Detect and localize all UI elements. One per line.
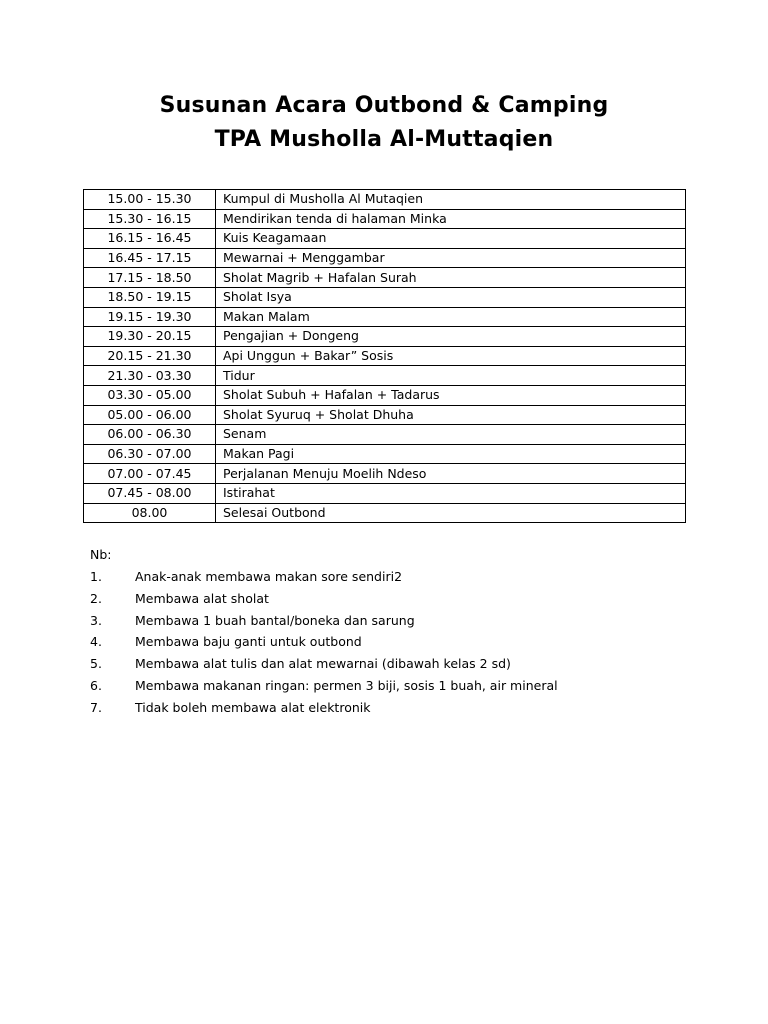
document-title: Susunan Acara Outbond & Camping [159,93,609,118]
activity-cell: Senam [216,425,686,445]
table-row [84,366,686,386]
table-row [84,248,686,268]
activity-cell: Mendirikan tenda di halaman Minka [216,209,686,229]
time-cell: 15.30 - 16.15 [84,209,216,229]
table-row [84,268,686,288]
time-cell: 20.15 - 21.30 [84,346,216,366]
activity-cell: Pengajian + Dongeng [216,327,686,347]
activity-cell: Kuis Keagamaan [216,229,686,249]
table-row [84,307,686,327]
time-cell: 16.15 - 16.45 [84,229,216,249]
list-item-text: Membawa makanan ringan: permen 3 biji, sosis 1 buah, air mineral [135,677,558,693]
list-item [90,611,415,633]
activity-cell: Mewarnai + Menggambar [216,248,686,268]
list-item-text: Tidak boleh membawa alat elektronik [135,699,371,715]
list-item [90,632,362,654]
table-row [84,405,686,425]
time-cell: 21.30 - 03.30 [84,366,216,386]
table-row [84,385,686,405]
table-row [84,483,686,503]
table-row [84,464,686,484]
table-row [84,287,686,307]
list-item-text: Anak-anak membawa makan sore sendiri2 [135,569,403,584]
time-cell: 05.00 - 06.00 [84,405,216,425]
list-item-text: Membawa baju ganti untuk outbond [135,634,362,650]
activity-cell: Selesai Outbond [216,503,686,523]
schedule-table [83,189,686,523]
list-item-text: Membawa alat tulis dan alat mewarnai (dibawah kelas 2 sd) [135,656,511,672]
activity-cell: Api Unggun + Bakar” Sosis [216,346,686,366]
activity-cell: Sholat Syuruq + Sholat Dhuha [216,405,686,425]
table-row [84,425,686,445]
notes-label: Nb: [90,547,112,562]
activity-cell: Kumpul di Musholla Al Mutaqien [216,190,686,210]
list-item-text: Membawa 1 buah bantal/boneka dan sarung [135,612,415,628]
activity-cell: Perjalanan Menuju Moelih Ndeso [216,464,686,484]
table-row [84,209,686,229]
activity-cell: Makan Malam [216,307,686,327]
activity-cell: Sholat Subuh + Hafalan + Tadarus [216,385,686,405]
table-row [84,190,686,210]
list-item-number: 7. [90,699,102,715]
time-cell: 15.00 - 15.30 [84,190,216,210]
list-item [90,698,371,720]
time-cell: 07.45 - 08.00 [84,483,216,503]
time-cell: 16.45 - 17.15 [84,248,216,268]
activity-cell: Tidur [216,366,686,386]
list-item-number: 2. [90,590,102,606]
activity-cell: Makan Pagi [216,444,686,464]
table-row [84,327,686,347]
time-cell: 19.30 - 20.15 [84,327,216,347]
notes-section [90,545,558,720]
time-cell: 17.15 - 18.50 [84,268,216,288]
time-cell: 06.30 - 07.00 [84,444,216,464]
list-item-number: 4. [90,634,102,650]
list-item [90,567,403,589]
document-subtitle: TPA Musholla Al-Muttaqien [214,127,554,152]
time-cell: 03.30 - 05.00 [84,385,216,405]
time-cell: 18.50 - 19.15 [84,287,216,307]
list-item-number: 5. [90,656,102,672]
list-item [90,589,269,611]
list-item-number: 3. [90,612,102,628]
activity-cell: Sholat Magrib + Hafalan Surah [216,268,686,288]
time-cell: 06.00 - 06.30 [84,425,216,445]
list-item [90,654,511,676]
list-item-number: 6. [90,677,102,693]
time-cell: 19.15 - 19.30 [84,307,216,327]
table-row [84,503,686,523]
time-cell: 08.00 [84,503,216,523]
activity-cell: Istirahat [216,483,686,503]
table-row [84,229,686,249]
list-item-number: 1. [90,569,102,584]
list-item-text: Membawa alat sholat [135,590,269,606]
list-item [90,676,558,698]
table-row [84,444,686,464]
time-cell: 07.00 - 07.45 [84,464,216,484]
activity-cell: Sholat Isya [216,287,686,307]
table-row [84,346,686,366]
